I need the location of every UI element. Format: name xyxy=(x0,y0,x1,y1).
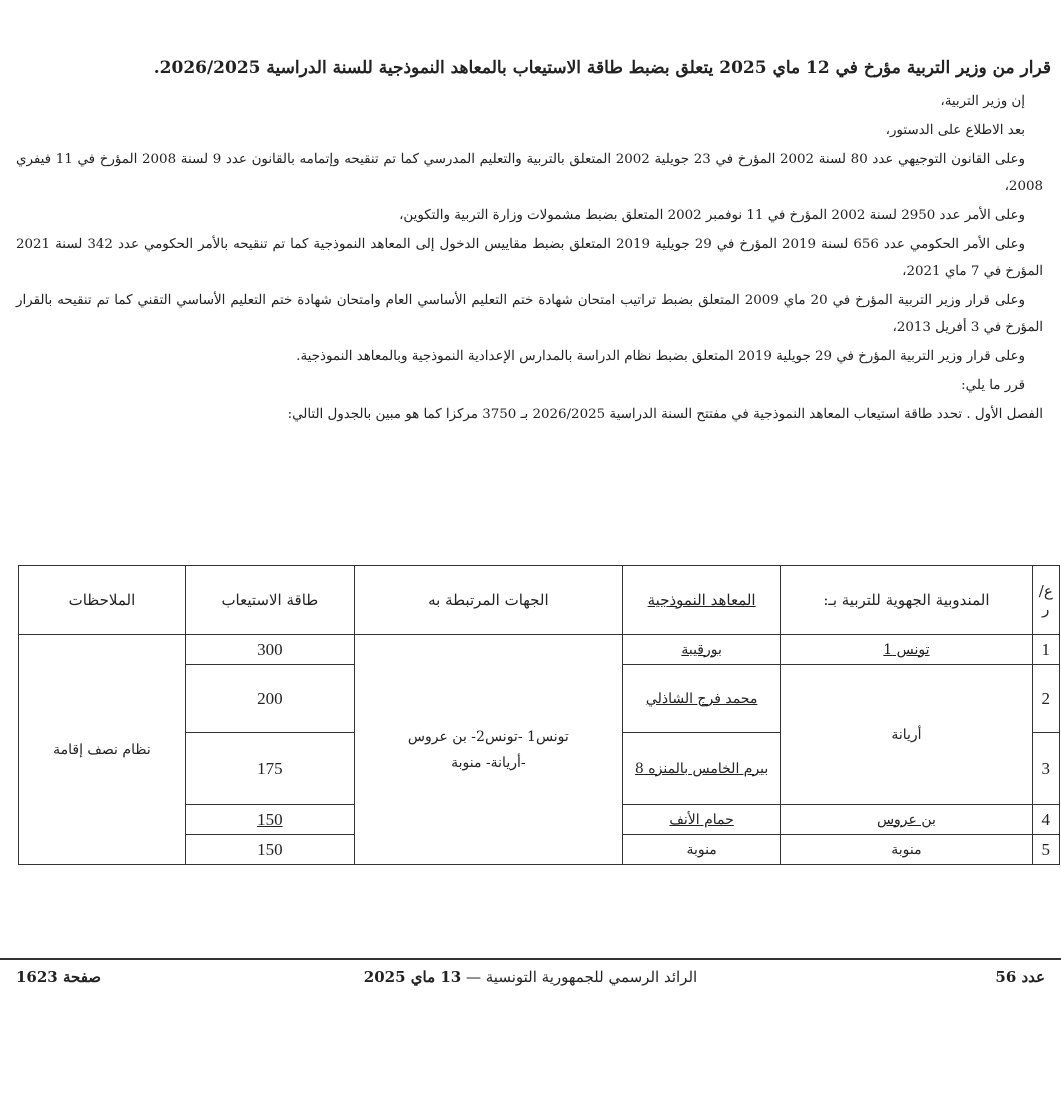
decree-preamble xyxy=(16,88,1043,430)
footer-divider xyxy=(0,958,1061,960)
row-capacity: 150 xyxy=(185,805,354,835)
row-capacity: 150 xyxy=(185,835,354,865)
row-region: أريانة xyxy=(781,665,1032,805)
row-institute: منوبة xyxy=(622,835,780,865)
header-institute: المعاهد النموذجية xyxy=(622,566,780,635)
row-region: منوبة xyxy=(781,835,1032,865)
header-linked: الجهات المرتبطة به xyxy=(354,566,622,635)
page-number: صفحة 1623 xyxy=(16,968,102,986)
row-region: بن عروس xyxy=(781,805,1032,835)
preamble-paragraph: وعلى الأمر عدد 2950 لسنة 2002 المؤرخ في 11 نوفمبر 2002 المتعلق بضبط مشمولات وزارة التربية والتكوين، xyxy=(399,208,1025,223)
row-capacity: 200 xyxy=(185,665,354,733)
table-row xyxy=(19,635,1060,665)
preamble-paragraph: بعد الاطلاع على الدستور، xyxy=(885,123,1025,138)
header-capacity: طاقة الاستيعاب xyxy=(185,566,354,635)
linked-regions-text: تونس1 -تونس2- بن عروس -أريانة- منوبة xyxy=(407,728,569,771)
journal-name: الرائد الرسمي للجمهورية التونسية — xyxy=(465,968,698,986)
preamble-paragraph: وعلى الأمر الحكومي عدد 656 لسنة 2019 المؤرخ في 29 جويلية 2019 المتعلق بضبط مقاييس الدخول إلى المعاهد النموذجية كما تم تنقيحه بالأمر الحكومي عدد 342 لسنة 2021 المؤرخ في 7 ماي 2021، xyxy=(16,237,1043,279)
row-institute: حمام الأنف xyxy=(622,805,780,835)
header-notes: الملاحظات xyxy=(19,566,186,635)
issue-number: عدد 56 xyxy=(995,968,1045,986)
notes-cell: نظام نصف إقامة xyxy=(19,635,186,865)
row-num: 3 xyxy=(1032,733,1059,805)
capacity-table xyxy=(18,565,1060,865)
row-institute: محمد فرج الشاذلي xyxy=(622,665,780,733)
journal-line xyxy=(16,968,1045,986)
preamble-paragraph: إن وزير التربية، xyxy=(940,94,1025,109)
row-num: 4 xyxy=(1032,805,1059,835)
decree-title: قرار من وزير التربية مؤرخ في 12 ماي 2025 يتعلق بضبط طاقة الاستيعاب بالمعاهد النموذجية للسنة الدراسية 2026/2025. xyxy=(153,58,1051,78)
preamble-paragraph: وعلى قرار وزير التربية المؤرخ في 20 ماي 2009 المتعلق بضبط تراتيب امتحان شهادة ختم التعليم الأساسي العام وامتحان شهادة ختم التعليم الأساسي التقني كما تم تنقيحه بالقرار المؤرخ في 3 أفريل 2013، xyxy=(16,293,1043,335)
row-num: 5 xyxy=(1032,835,1059,865)
row-num: 2 xyxy=(1032,665,1059,733)
preamble-paragraph: وعلى القانون التوجيهي عدد 80 لسنة 2002 المؤرخ في 23 جويلية 2002 المتعلق بالتربية والتعليم المدرسي كما تم تنقيحه وإتمامه بالقانون عدد 9 لسنة 2008 المؤرخ في 11 فيفري 2008، xyxy=(16,152,1043,194)
preamble-paragraph: وعلى قرار وزير التربية المؤرخ في 29 جويلية 2019 المتعلق بضبط نظام الدراسة بالمدارس الإعدادية النموذجية وبالمعاهد النموذجية. xyxy=(296,349,1025,364)
row-region: تونس 1 xyxy=(781,635,1032,665)
row-institute: بورقيبة xyxy=(622,635,780,665)
preamble-paragraph: قرر ما يلي: xyxy=(961,378,1025,393)
table-header-row xyxy=(19,566,1060,635)
row-capacity: 300 xyxy=(185,635,354,665)
article-one: الفصل الأول . تحدد طاقة استيعاب المعاهد النموذجية في مفتتح السنة الدراسية 2026/2025 بـ 3750 مركزا كما هو مبين بالجدول التالي: xyxy=(287,407,1043,422)
page-footer xyxy=(16,968,1045,998)
row-num: 1 xyxy=(1032,635,1059,665)
linked-regions-cell xyxy=(354,635,622,865)
row-capacity: 175 xyxy=(185,733,354,805)
journal-date: 13 ماي 2025 xyxy=(363,968,462,986)
header-num: ع/ر xyxy=(1032,566,1059,635)
row-institute: بيرم الخامس بالمنزه 8 xyxy=(622,733,780,805)
header-region: المندوبية الجهوية للتربية بـ: xyxy=(781,566,1032,635)
